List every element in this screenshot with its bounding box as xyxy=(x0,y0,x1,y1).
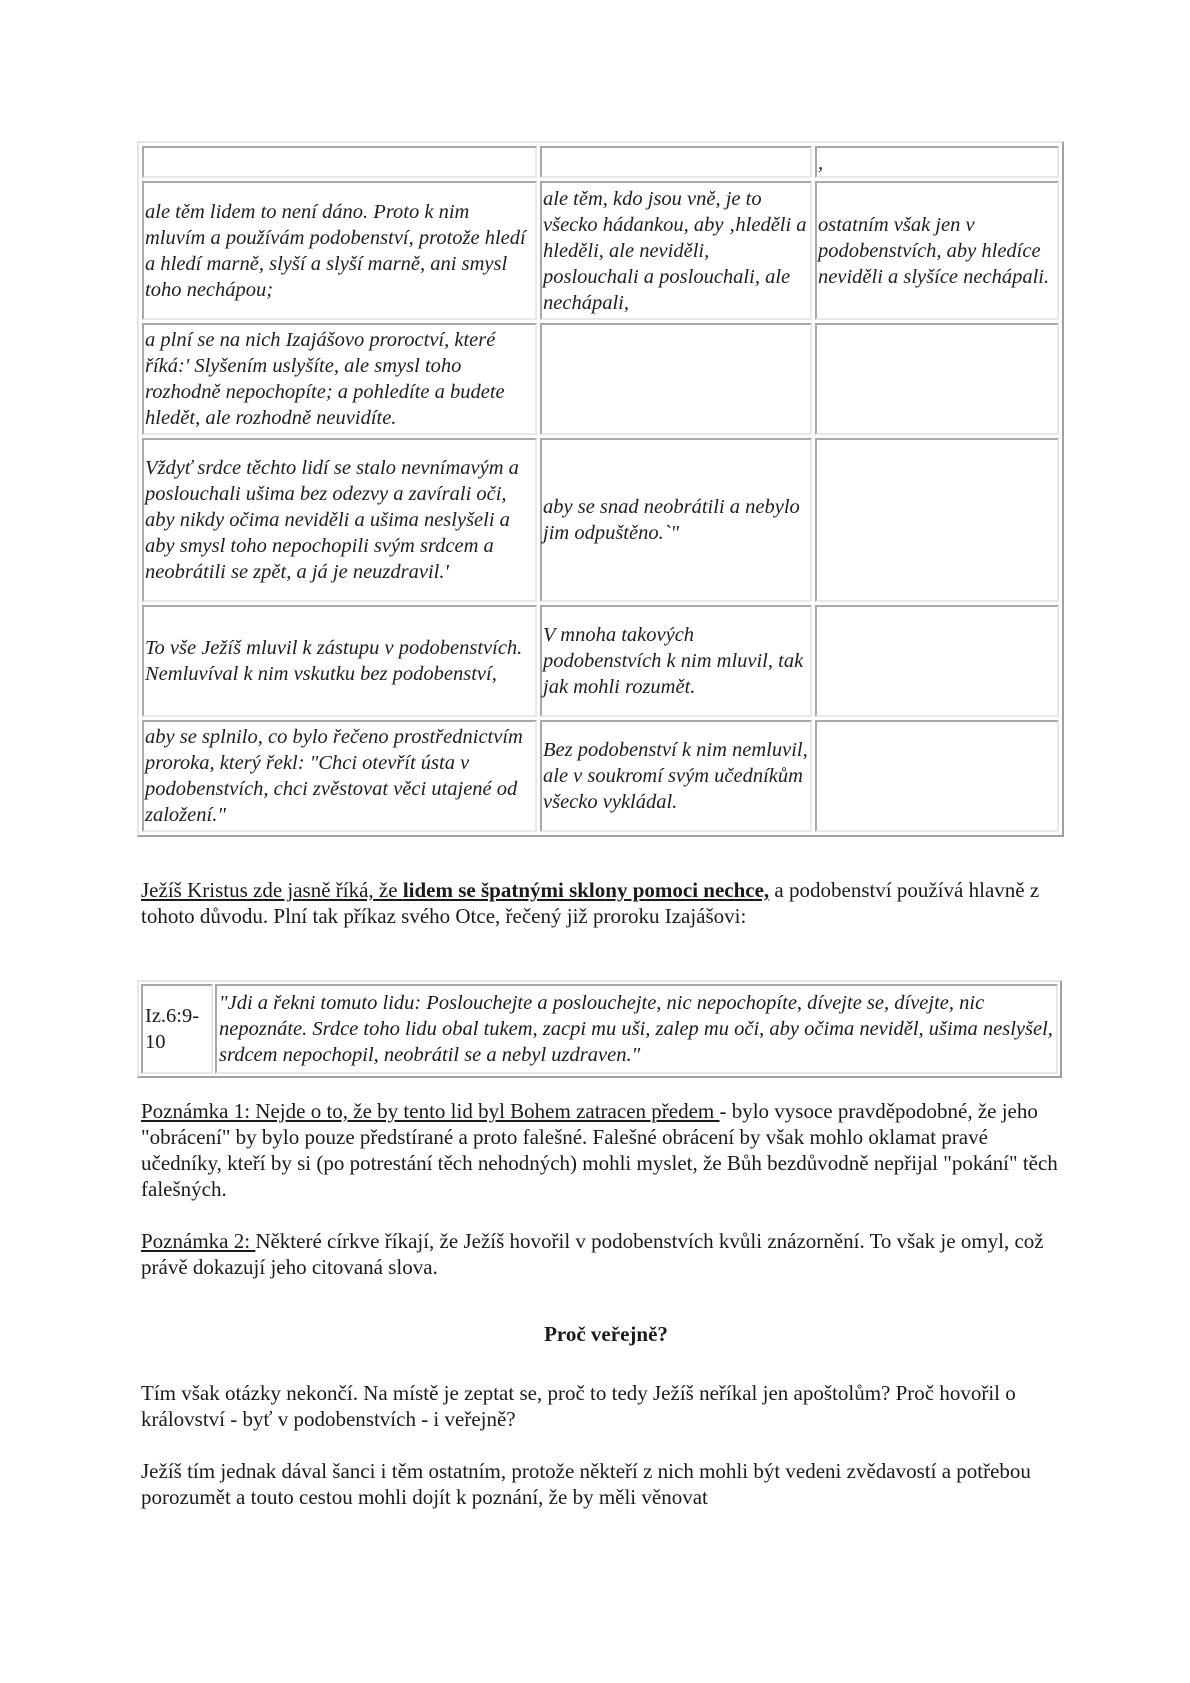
table-row xyxy=(142,605,1059,717)
table-cell xyxy=(815,720,1059,832)
table-cell: a plní se na nich Izajášovo proroctví, které říká:' Slyšením uslyšíte, ale smysl toho rozhodně nepochopíte; a pohledíte a budete hledět, ale rozhodně neuvidíte. xyxy=(142,323,537,435)
table-row xyxy=(142,146,1059,178)
table-cell: To vše Ježíš mluvil k zástupu v podobenstvích. Nemluvíval k nim vskutku bez podobenství, xyxy=(142,605,537,717)
note-2-lead: Poznámka 2: xyxy=(141,1229,256,1253)
table-row xyxy=(141,984,1058,1074)
isaiah-quote-table xyxy=(137,980,1062,1078)
paragraph-chance: Ježíš tím jednak dával šanci i těm ostatním, protože někteří z nich mohli být vedeni zvědavostí a potřebou porozumět a touto cestou mohli dojít k poznání, že by měli věnovat xyxy=(141,1459,1031,1509)
note-1 xyxy=(141,1098,1071,1202)
table-cell xyxy=(142,146,537,178)
table-cell xyxy=(815,605,1059,717)
section-heading: Proč veřejně? xyxy=(544,1322,668,1346)
table-cell xyxy=(540,146,812,178)
table-cell: Bez podobenství k nim nemluvil, ale v soukromí svým učedníkům všecko vykládal. xyxy=(540,720,812,832)
intro-emphasis: lidem se špatnými sklony pomoci nechce, xyxy=(402,878,770,902)
table-cell: V mnoha takových podobenstvích k nim mluvil, tak jak mohli rozumět. xyxy=(540,605,812,717)
table-row xyxy=(142,181,1059,320)
note-2 xyxy=(141,1228,1071,1280)
table-row xyxy=(142,323,1059,435)
table-cell xyxy=(540,323,812,435)
note-2-rest: Některé církve říkají, že Ježíš hovořil v podobenstvích kvůli znázornění. To však je omyl, což právě dokazují jeho citovaná slova. xyxy=(141,1229,1044,1279)
table-cell: ale těm, kdo jsou vně, je to všecko hádankou, aby ‚hleděli a hleděli, ale neviděli, poslouchali a poslouchali, ale nechápali, xyxy=(540,181,812,320)
table-cell: , xyxy=(815,146,1059,178)
table-cell: Vždyť srdce těchto lidí se stalo nevnímavým a poslouchali ušima bez odezvy a zavírali oči, aby nikdy očima neviděli a ušima neslyšeli a aby smysl toho nepochopili svým srdcem a neobrátili se zpět, a já je neuzdravil.' xyxy=(142,438,537,602)
gospel-parallels-table xyxy=(137,141,1064,837)
quote-reference: Iz.6:9-10 xyxy=(141,984,213,1074)
note-1-lead: Poznámka 1: Nejde o to, že by tento lid byl Bohem zatracen předem xyxy=(141,1099,720,1123)
table-row xyxy=(142,438,1059,602)
table-cell: aby se snad neobrátili a nebylo jim odpuštěno.`" xyxy=(540,438,812,602)
table-row xyxy=(142,720,1059,832)
intro-lead: Ježíš Kristus zde jasně říká, že xyxy=(141,878,403,902)
quote-text: "Jdi a řekni tomuto lidu: Poslouchejte a poslouchejte, nic nepochopíte, dívejte se, dívejte, nic nepoznáte. Srdce toho lidu obal tukem, zacpi mu uši, zalep mu oči, aby očima neviděl, ušima neslyšel, srdcem nepochopil, neobrátil se a nebyl uzdraven." xyxy=(215,984,1058,1074)
table-cell xyxy=(815,438,1059,602)
intro-rest: a podobenství používá hlavně z tohoto důvodu. Plní tak příkaz svého Otce, řečený již proroku Izajášovi: xyxy=(141,878,1040,928)
table-cell: ale těm lidem to není dáno. Proto k nim mluvím a používám podobenství, protože hledí a hledí marně, slyší a slyší marně, ani smysl toho nechápou; xyxy=(142,181,537,320)
table-cell: aby se splnilo, co bylo řečeno prostřednictvím proroka, který řekl: "Chci otevřít ústa v podobenstvích, chci zvěstovat věci utajené od založení." xyxy=(142,720,537,832)
table-cell xyxy=(815,323,1059,435)
paragraph-why-public: Tím však otázky nekončí. Na místě je zeptat se, proč to tedy Ježíš neříkal jen apoštolům? Proč hovořil o království - byť v podobenstvích - i veřejně? xyxy=(141,1381,1016,1431)
table-cell: ostatním však jen v podobenstvích, aby hledíce neviděli a slyšíce nechápali. xyxy=(815,181,1059,320)
intro-paragraph xyxy=(141,877,1071,929)
note-1-rest: - bylo vysoce pravděpodobné, že jeho "obrácení" by bylo pouze předstírané a proto falešné. Falešné obrácení by však mohlo oklamat pravé učedníky, kteří by si (po potrestání těch nehodných) mohli myslet, že Bůh bezdůvodně nepřijal "pokání" těch falešných. xyxy=(141,1099,1058,1201)
